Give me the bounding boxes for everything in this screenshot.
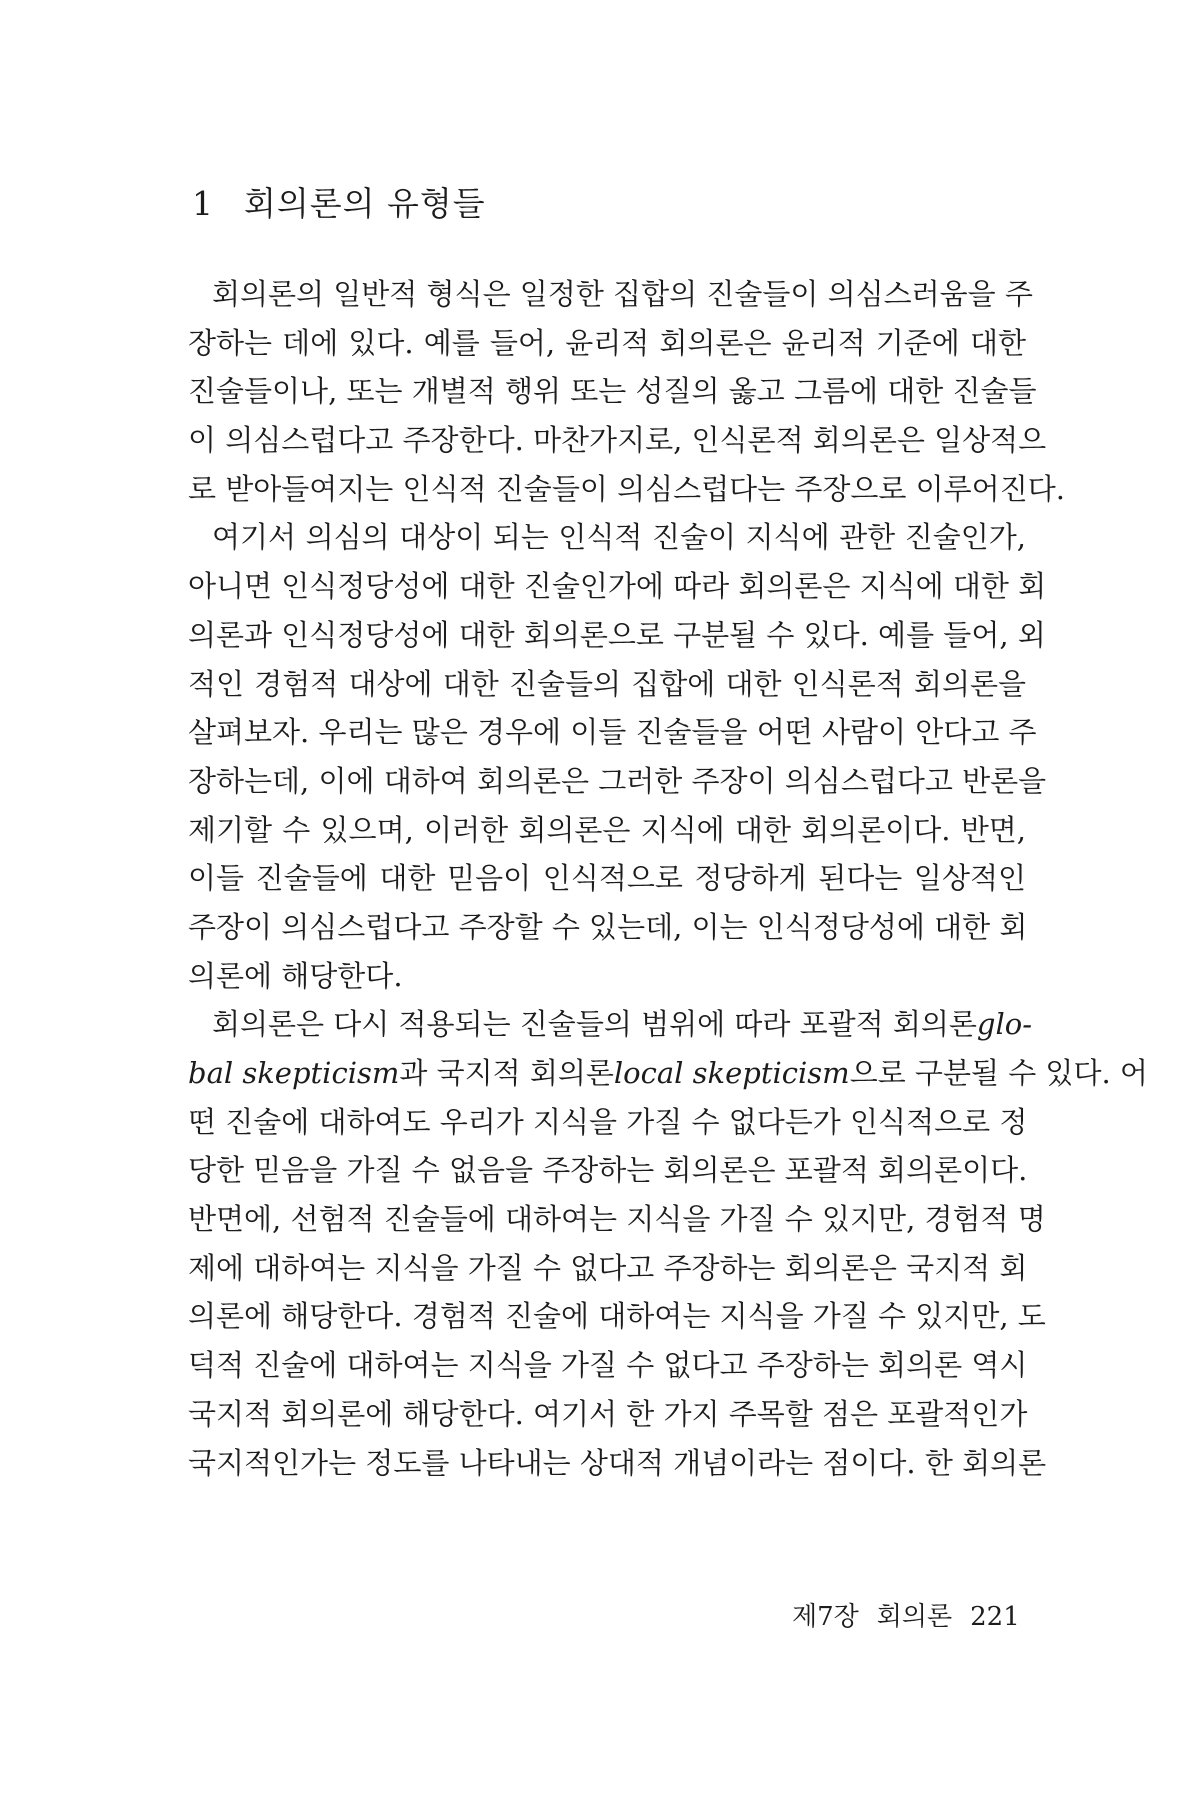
paragraph-3-line-8: 덕적 진술에 대하여는 지식을 가질 수 없다고 주장하는 회의론 역시: [188, 1348, 1028, 1383]
footer-chapter-title: 회의론: [876, 1602, 953, 1632]
footer-chapter: 제7장: [792, 1602, 859, 1632]
body-text: [188, 270, 1148, 1487]
paragraph-2-line-3: 의론과 인식정당성에 대한 회의론으로 구분될 수 있다. 예를 들어, 외: [188, 617, 1046, 652]
term-local-skepticism: local skepticism: [613, 1056, 850, 1090]
paragraph-2-line-7: 제기할 수 있으며, 이러한 회의론은 지식에 대한 회의론이다. 반면,: [188, 812, 1026, 847]
section-title: 회의론의 유형들: [244, 184, 486, 223]
paragraph-3-line-5: 반면에, 선험적 진술들에 대하여는 지식을 가질 수 있지만, 경험적 명: [188, 1202, 1046, 1237]
paragraph-2-line-2: 아니면 인식정당성에 대한 진술인가에 따라 회의론은 지식에 대한 회: [188, 569, 1047, 604]
paragraph-2-line-9: 주장이 의심스럽다고 주장할 수 있는데, 이는 인식정당성에 대한 회: [188, 909, 1028, 944]
paragraph-1-line-2: 장하는 데에 있다. 예를 들어, 윤리적 회의론은 윤리적 기준에 대한: [188, 325, 1026, 360]
paragraph-3-line-10: 국지적인가는 정도를 나타내는 상대적 개념이라는 점이다. 한 회의론: [188, 1445, 1047, 1480]
paragraph-3-line-6: 제에 대하여는 지식을 가질 수 없다고 주장하는 회의론은 국지적 회: [188, 1250, 1028, 1285]
paragraph-1-line-1: 회의론의 일반적 형식은 일정한 집합의 진술들이 의심스러움을 주: [212, 277, 1033, 311]
paragraph-3-line-4: 당한 믿음을 가질 수 없음을 주장하는 회의론은 포괄적 회의론이다.: [188, 1153, 1028, 1188]
term-global-skepticism-part1: glo-: [976, 1007, 1032, 1042]
page-footer: [792, 1596, 1020, 1633]
paragraph-3-line-9: 국지적 회의론에 해당한다. 여기서 한 가지 주목할 점은 포괄적인가: [188, 1396, 1028, 1431]
paragraph-2-line-1: 여기서 의심의 대상이 되는 인식적 진술이 지식에 관한 진술인가,: [212, 520, 1026, 555]
paragraph-1-line-4: 이 의심스럽다고 주장한다. 마찬가지로, 인식론적 회의론은 일상적으: [188, 423, 1047, 458]
paragraph-2-line-8: 이들 진술들에 대한 믿음이 인식적으로 정당하게 된다는 일상적인: [188, 861, 1026, 896]
paragraph-1-line-5: 로 받아들여지는 인식적 진술들이 의심스럽다는 주장으로 이루어진다.: [188, 471, 1065, 506]
section-heading: [192, 178, 486, 225]
paragraph-1-line-3: 진술들이나, 또는 개별적 행위 또는 성질의 옳고 그름에 대한 진술들: [188, 374, 1037, 409]
paragraph-2-line-4: 적인 경험적 대상에 대한 진술들의 집합에 대한 인식론적 회의론을: [188, 666, 1026, 701]
paragraph-2-line-6: 장하는데, 이에 대하여 회의론은 그러한 주장이 의심스럽다고 반론을: [188, 763, 1047, 798]
paragraph-3-line-2: [188, 1049, 1148, 1098]
paragraph-2-line-5: 살펴보자. 우리는 많은 경우에 이들 진술들을 어떤 사람이 안다고 주: [188, 715, 1037, 750]
section-number: 1: [192, 184, 214, 223]
paragraph-3-line-7: 의론에 해당한다. 경험적 진술에 대하여는 지식을 가질 수 있지만, 도: [188, 1299, 1046, 1334]
paragraph-3-line-1-text: 회의론은 다시 적용되는 진술들의 범위에 따라 포괄적 회의론: [212, 1007, 977, 1042]
paragraph-2-line-10: 의론에 해당한다.: [188, 958, 403, 993]
paragraph-3-line-1: [188, 1000, 1032, 1049]
paragraph-3-line-2-end: 으로 구분될 수 있다. 어: [849, 1056, 1148, 1090]
page-number: 221: [970, 1602, 1020, 1632]
term-global-skepticism-part2: bal skepticism: [188, 1056, 400, 1090]
paragraph-3-line-2-mid: 과 국지적 회의론: [399, 1056, 614, 1090]
paragraph-3-line-3: 떤 진술에 대하여도 우리가 지식을 가질 수 없다든가 인식적으로 정: [188, 1104, 1028, 1139]
